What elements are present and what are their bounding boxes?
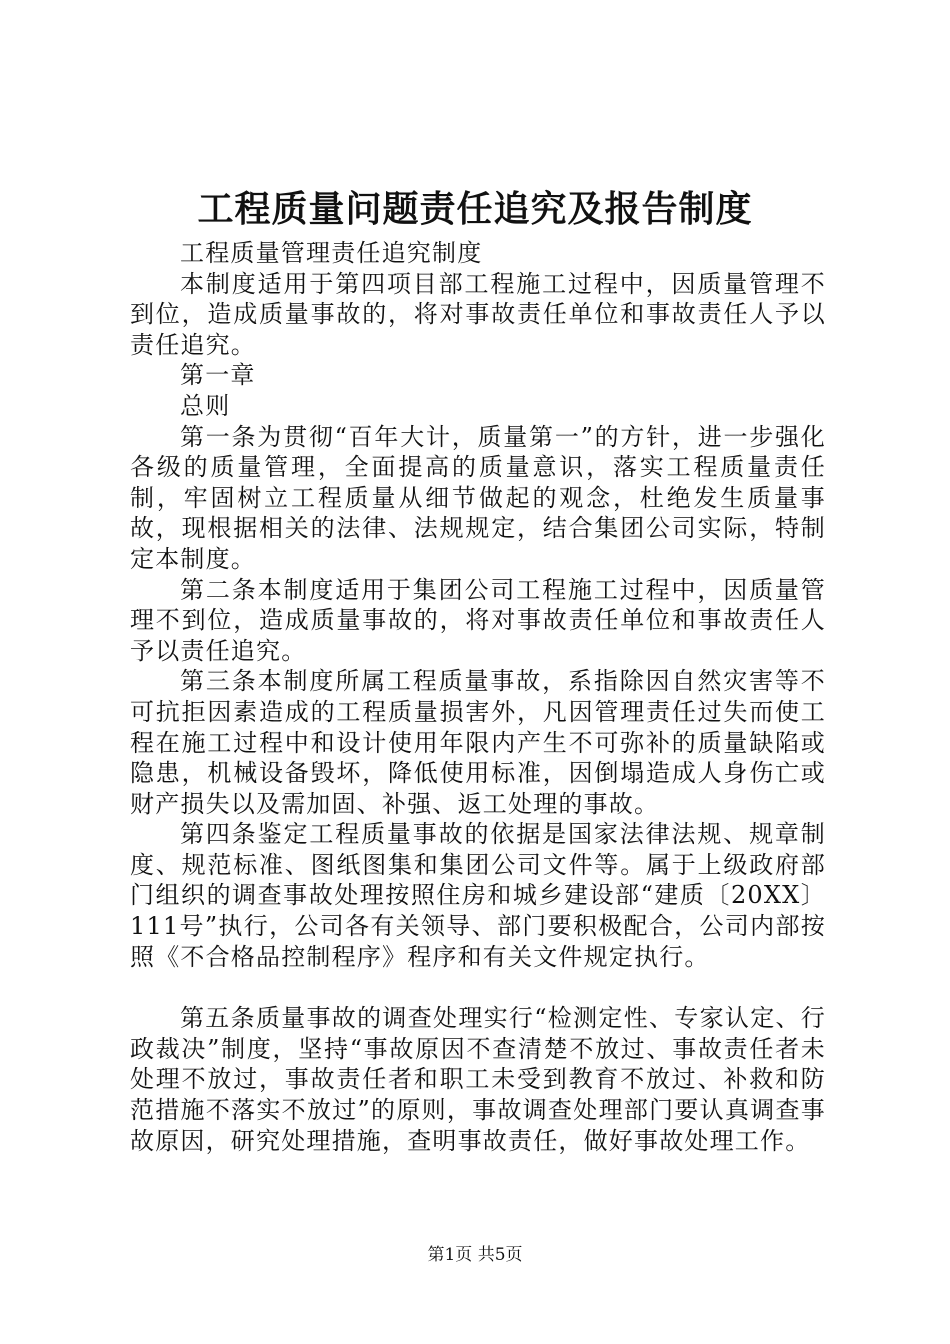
page-footer: 第1页 共5页: [427, 1245, 523, 1265]
paragraph-subtitle: 工程质量管理责任追究制度: [180, 239, 483, 267]
article-3: 第三条本制度所属工程质量事故，系指除因自然灾害等不可抗拒因素造成的工程质量损害外，凡因管理责任过失而使工程在施工过程中和设计使用年限内产生不可弥补的质量缺陷或隐患，机械设备毁坏，降低使用标准，因倒塌造成人身伤亡或财产损失以及需加固、补强、返工处理的事故。: [130, 667, 826, 818]
chapter-title: 总则: [180, 391, 231, 420]
document-title: 工程质量问题责任追究及报告制度: [197, 188, 753, 230]
document-body: [130, 238, 826, 1156]
paragraph-spacer: [130, 972, 826, 1003]
article-1: 第一条为贯彻“百年大计，质量第一”的方针，进一步强化各级的质量管理，全面提高的质量意识，落实工程质量责任制，牢固树立工程质量从细节做起的观念，杜绝发生质量事故，现根据相关的法律、法规规定，结合集团公司实际，特制定本制度。: [130, 422, 826, 573]
article-2: 第二条本制度适用于集团公司工程施工过程中，因质量管理不到位，造成质量事故的，将对事故责任单位和事故责任人予以责任追究。: [130, 575, 826, 665]
chapter-heading: 第一章: [180, 361, 256, 390]
article-4: 第四条鉴定工程质量事故的依据是国家法律法规、规章制度、规范标准、图纸图集和集团公司文件等。属于上级政府部门组织的调查事故处理按照住房和城乡建设部“建质〔20XX〕111号”执行，公司各有关领导、部门要积极配合，公司内部按照《不合格品控制程序》程序和有关文件规定执行。: [130, 820, 826, 971]
paragraph-scope: 本制度适用于第四项目部工程施工过程中，因质量管理不到位，造成质量事故的，将对事故责任单位和事故责任人予以责任追究。: [130, 269, 826, 359]
article-5: 第五条质量事故的调查处理实行“检测定性、专家认定、行政裁决”制度，坚持“事故原因不查清楚不放过、事故责任者未处理不放过，事故责任者和职工未受到教育不放过、补救和防范措施不落实不放过”的原则，事故调查处理部门要认真调查事故原因，研究处理措施，查明事故责任，做好事故处理工作。: [130, 1004, 826, 1155]
